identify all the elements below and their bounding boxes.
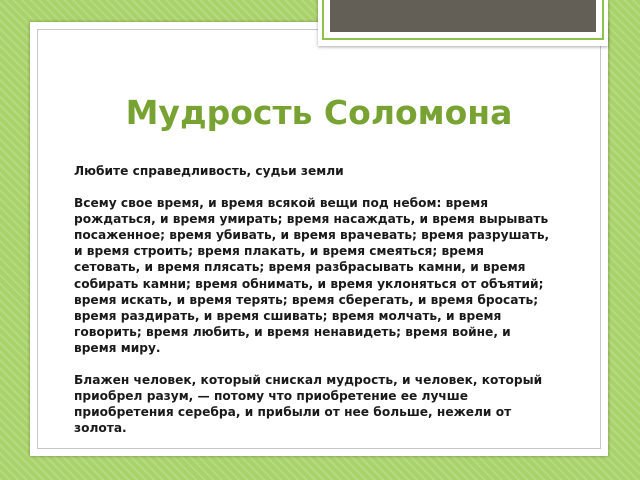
photo-image bbox=[330, 0, 596, 32]
slide-title: Мудрость Соломона bbox=[125, 93, 513, 132]
photo-frame bbox=[322, 0, 604, 40]
photo-placeholder bbox=[318, 0, 608, 46]
paragraph-time: Всему свое время, и время всякой вещи под небом: время рождаться, и время умирать; время насаждать, и время вырывать посаженное; время убивать, и время врачевать; время разрушать, и время строить; время плакать, и время смеяться; время сетовать, и время плясать; время разбрасывать камни, и время собирать камни; время обнимать, и время уклоняться от объятий; время искать, и время терять; время сберегать, и время бросать; время раздирать, и время сшивать; время молчать, и время говорить; время любить, и время ненавидеть; время войне, и время миру. bbox=[74, 196, 550, 355]
paragraph-wisdom: Блажен человек, который снискал мудрость, и человек, который приобрел разум, — потому что приобретение ее лучше приобретения серебра, и прибыли от нее больше, нежели от золота. bbox=[74, 373, 543, 436]
paragraph-heading: Любите справедливость, судьи земли bbox=[74, 164, 344, 178]
slide-body bbox=[74, 163, 554, 452]
